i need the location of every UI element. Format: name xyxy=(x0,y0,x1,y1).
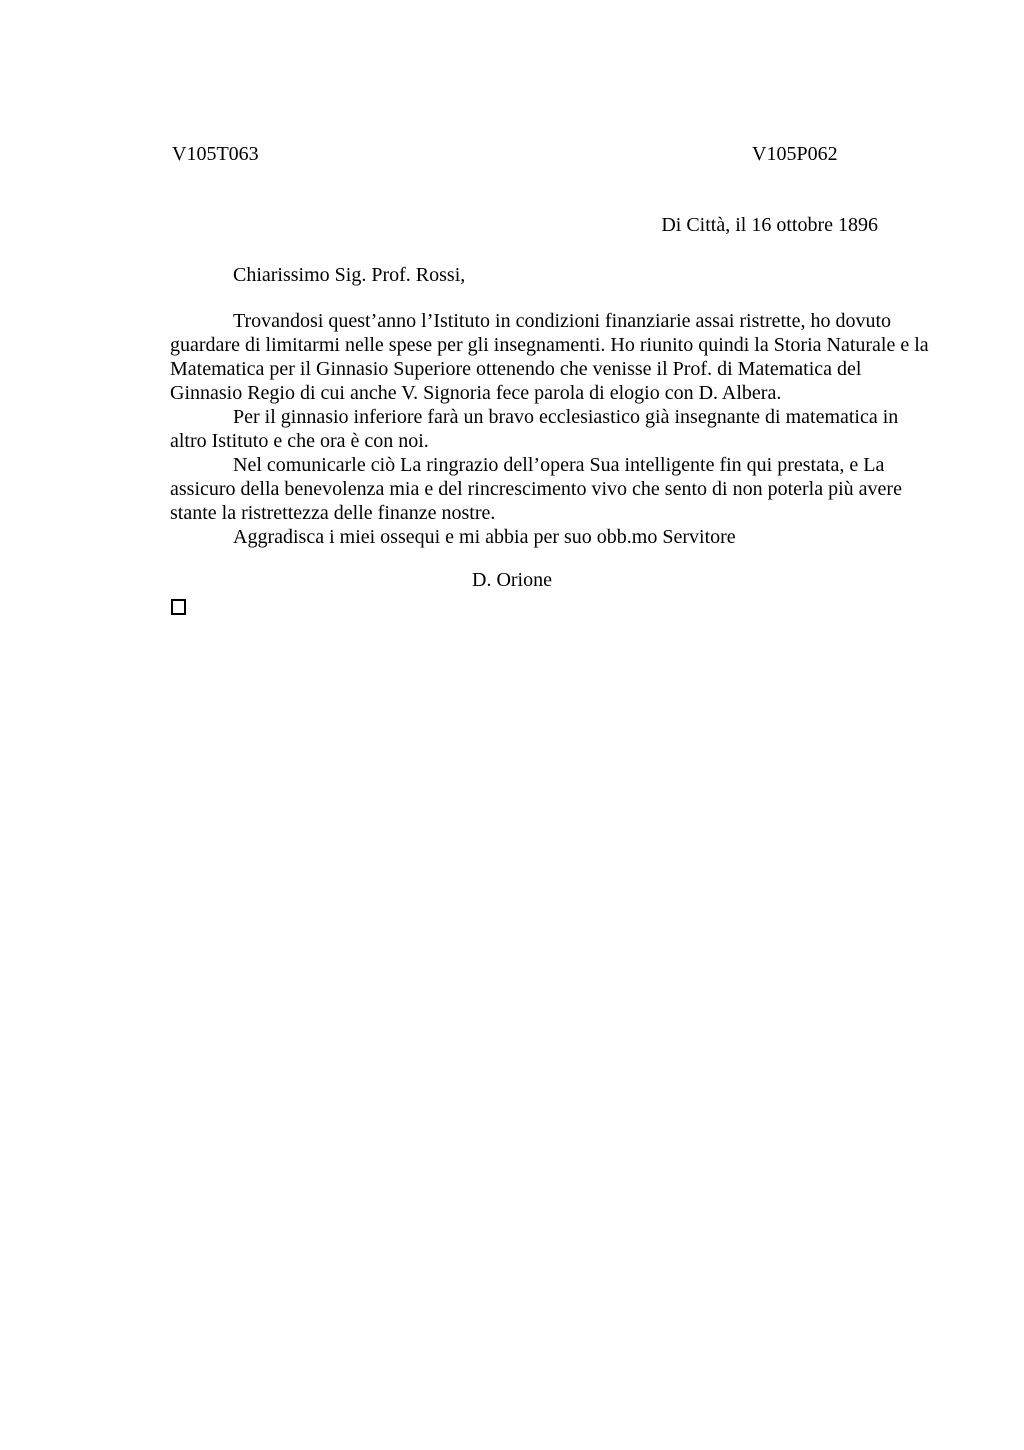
salutation: Chiarissimo Sig. Prof. Rossi, xyxy=(233,264,466,286)
letter-paragraph: Nel comunicarle ciò La ringrazio dell’opera Sua intelligente fin qui prestata, e La assicuro della benevolenza mia e del rincrescimento vivo che sento di non poterla più avere stante la ristrettezza delle finanze nostre. xyxy=(170,454,902,524)
archive-code-right: V105P062 xyxy=(752,143,838,165)
letter-body xyxy=(170,309,935,549)
dateline: Di Città, il 16 ottobre 1896 xyxy=(661,214,878,236)
letter-paragraph: Trovandosi quest’anno l’Istituto in condizioni finanziarie assai ristrette, ho dovuto guardare di limitarmi nelle spese per gli insegnamenti. Ho riunito quindi la Storia Naturale e la Matematica per il Ginnasio Superiore ottenendo che venisse il Prof. di Matematica del Ginnasio Regio di cui anche V. Signoria fece parola di elogio con D. Albera. xyxy=(170,310,929,404)
empty-square-icon xyxy=(171,599,186,615)
letter-paragraph: Aggradisca i miei ossequi e mi abbia per suo obb.mo Servitore xyxy=(233,526,736,548)
signature: D. Orione xyxy=(472,569,552,591)
archive-code-left: V105T063 xyxy=(172,143,259,165)
letter-paragraph: Per il ginnasio inferiore farà un bravo ecclesiastico già insegnante di matematica in altro Istituto e che ora è con noi. xyxy=(170,406,899,452)
